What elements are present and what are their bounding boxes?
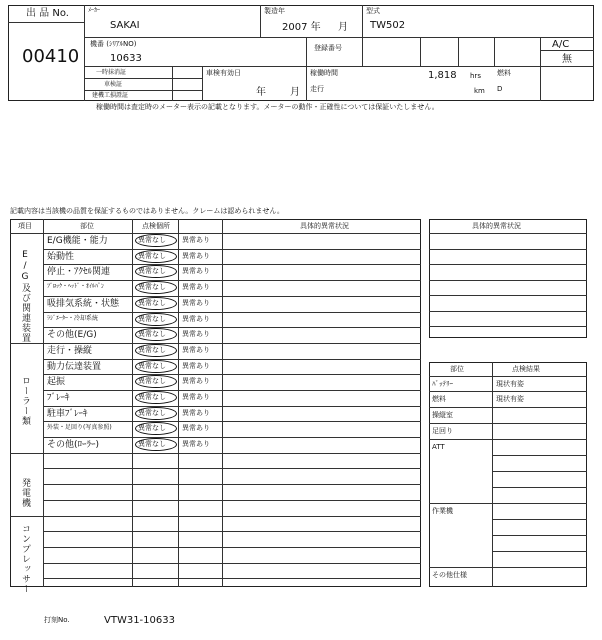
check-ok: 異常なし (138, 330, 166, 338)
result-part-2: 燃料 (432, 395, 446, 403)
result-part-4: 足回り (432, 427, 453, 435)
month-unit: 月 (338, 22, 348, 33)
check-ng: 異常あり (182, 362, 210, 370)
hours-note: 稼働時間は査定時のメーター表示の記載となります。メーターの動作・正確性については保証いたしません。 (96, 103, 439, 111)
reg-label: 登録番号 (314, 44, 342, 52)
check-ng: 異常あり (182, 440, 210, 448)
check-ng: 異常あり (182, 299, 210, 307)
part-roller-5: 駐車ﾌﾞﾚｰｷ (47, 409, 88, 419)
result-value-2: 現状有姿 (496, 395, 524, 403)
check-ng: 異常あり (182, 330, 210, 338)
km-unit: km (474, 87, 485, 95)
group-generator: 発電機 (20, 478, 30, 508)
year-value: 2007 年 (282, 22, 321, 33)
fuel-label: 燃料 (497, 69, 511, 77)
temp-cancel-label: 一時抹消証 (96, 69, 127, 76)
check-ok: 異常なし (138, 377, 166, 385)
group-eg: E/G及び関連装置 (20, 250, 30, 343)
right-detail-box (429, 219, 587, 338)
part-roller-6: 外装・足回り(写真参照) (47, 424, 112, 431)
check-ng: 異常あり (182, 393, 210, 401)
col-check: 点検個所 (142, 222, 170, 230)
check-ok: 異常なし (138, 362, 166, 370)
right-detail-header: 具体的異常状況 (472, 222, 521, 230)
check-ng: 異常あり (182, 315, 210, 323)
maker-label: ﾒｰｶｰ (88, 7, 101, 14)
part-eg-3: 停止・ｱｸｾﾙ関連 (47, 267, 111, 277)
check-ng: 異常あり (182, 409, 210, 417)
check-ng: 異常あり (182, 346, 210, 354)
check-ok: 異常なし (138, 252, 166, 260)
part-eg-1: E/G機能・能力 (47, 236, 108, 246)
travel-label: 走行 (310, 85, 324, 93)
inspection-year: 年 (256, 87, 266, 98)
result-part-7: その他仕様 (432, 571, 467, 579)
check-ok: 異常なし (138, 424, 166, 432)
group-roller: ローラー類 (20, 376, 30, 426)
check-ng: 異常あり (182, 283, 210, 291)
part-roller-7: その他(ﾛｰﾗｰ) (47, 440, 100, 450)
check-ok: 異常なし (138, 440, 166, 448)
header-box (8, 5, 594, 101)
hours-unit: hrs (470, 72, 481, 80)
result-part-3: 操縦室 (432, 411, 453, 419)
maker-value: SAKAI (110, 20, 140, 31)
check-ok: 異常なし (138, 346, 166, 354)
check-ok: 異常なし (138, 409, 166, 417)
model-value: TW502 (370, 20, 406, 31)
check-ng: 異常あり (182, 252, 210, 260)
check-ok: 異常なし (138, 267, 166, 275)
part-roller-4: ﾌﾞﾚｰｷ (47, 393, 70, 403)
ac-label: A/C (552, 39, 570, 50)
stamp-no-label: 打刻No. (44, 616, 70, 624)
part-roller-3: 起振 (47, 377, 66, 387)
check-ng: 異常あり (182, 424, 210, 432)
machine-cert-label: 建機工損證証 (92, 92, 129, 99)
result-part-1: ﾊﾞｯﾃﾘｰ (432, 380, 453, 388)
result-part-6: 作業機 (432, 507, 453, 515)
year-label: 製造年 (264, 7, 285, 15)
part-eg-2: 始動性 (47, 252, 75, 262)
inspection-month: 月 (290, 87, 300, 98)
check-ng: 異常あり (182, 236, 210, 244)
check-ok: 異常なし (138, 299, 166, 307)
item-no: 00410 (22, 46, 80, 67)
group-compressor: コンプレッサー (20, 524, 30, 594)
stamp-no-value: VTW31-10633 (104, 615, 175, 626)
model-label: 型式 (366, 7, 380, 15)
result-col-result: 点検結果 (512, 365, 540, 373)
quality-note: 記載内容は当該機の品質を保証するものではありません。クレームは認められません。 (10, 207, 284, 215)
part-eg-6: ﾗｼﾞｴｰﾀｰ・冷却系統 (47, 315, 99, 322)
check-ok: 異常なし (138, 315, 166, 323)
hours-label: 稼働時間 (310, 69, 338, 77)
result-value-1: 現状有姿 (496, 380, 524, 388)
check-ok: 異常なし (138, 236, 166, 244)
check-ng: 異常あり (182, 377, 210, 385)
check-ng: 異常あり (182, 267, 210, 275)
check-ok: 異常なし (138, 393, 166, 401)
inspection-label: 車検有効日 (206, 69, 241, 77)
item-no-label: 出 品 No. (26, 8, 69, 19)
part-eg-5: 吸排気系統・状態 (47, 299, 120, 309)
serial-label: 機番 (ｼﾘｱﾙNO) (90, 40, 137, 48)
ac-value: 無 (562, 54, 572, 65)
col-detail: 具体的異常状況 (300, 222, 349, 230)
part-eg-7: その他(E/G) (47, 330, 97, 340)
result-part-5: ATT (432, 443, 445, 451)
check-ok: 異常なし (138, 283, 166, 291)
serial-value: 10633 (110, 53, 142, 64)
hours-value: 1,818 (428, 70, 457, 81)
col-item: 項目 (18, 222, 32, 230)
part-roller-1: 走行・操縦 (47, 346, 93, 356)
vehicle-cert-label: 車検証 (104, 81, 123, 88)
part-roller-2: 動力伝達装置 (47, 362, 102, 372)
fuel-value: D (497, 85, 503, 93)
col-part: 部位 (80, 222, 94, 230)
part-eg-4: ﾌﾞﾛｯｸ・ﾍｯﾄﾞ・ｵｲﾙﾊﾟﾝ (47, 283, 105, 290)
result-col-part: 部位 (450, 365, 464, 373)
